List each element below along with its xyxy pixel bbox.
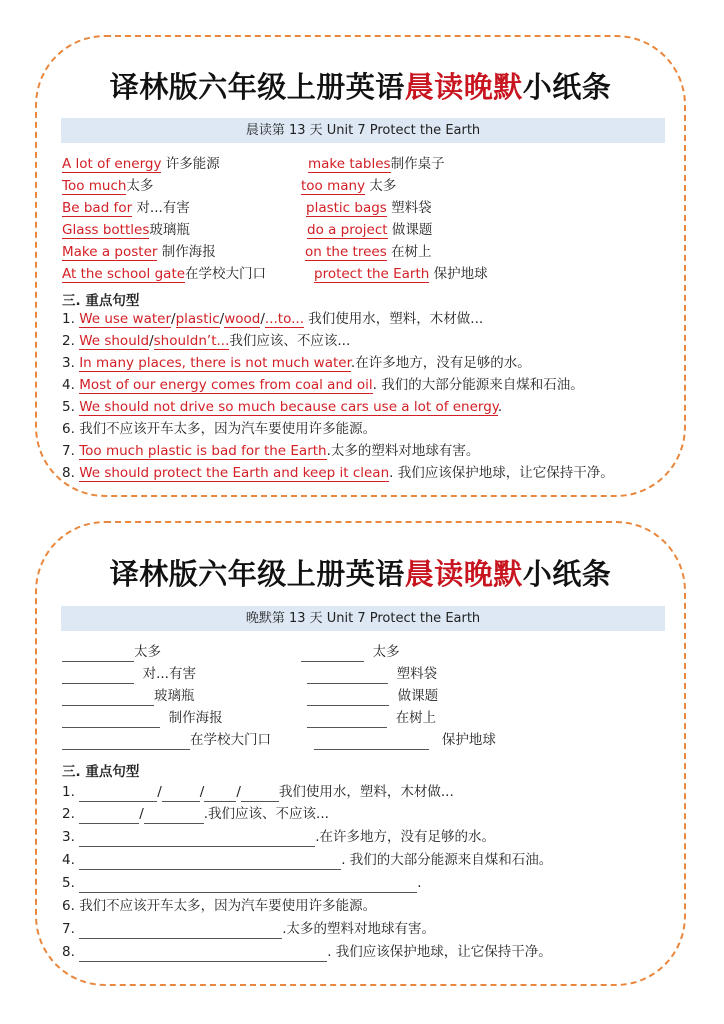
- vocab-cn: 太多: [369, 178, 397, 194]
- answer-blank[interactable]: [62, 690, 154, 706]
- vocab-cn: 太多: [126, 178, 154, 194]
- sentence-3: 3. In many places, there is not much water.在许多地方，没有足够的水。: [62, 355, 531, 371]
- sentence-4: 4. . 我们的大部分能源来自煤和石油。: [62, 852, 553, 868]
- answer-blank[interactable]: [79, 877, 417, 893]
- vocab-en: Be bad for: [62, 200, 133, 216]
- answer-blank[interactable]: [62, 668, 134, 684]
- vocab-item: [314, 264, 488, 286]
- vocab-en: Too much: [62, 178, 127, 194]
- vocab-cn: 对...有害: [136, 200, 190, 216]
- vocab-en: on the trees: [305, 244, 387, 260]
- vocab-item: [301, 176, 396, 198]
- vocab-blank-item: 玻璃瓶: [62, 686, 195, 708]
- answer-blank[interactable]: [62, 734, 190, 750]
- title-highlight: 晨读晚默: [404, 70, 523, 104]
- sentence-5: 5. .: [62, 875, 422, 891]
- vocab-cn: 保护地球: [433, 266, 488, 282]
- answer-blank[interactable]: [162, 786, 200, 802]
- vocab-cn: 制作桌子: [390, 156, 445, 172]
- vocab-blank-item: 在树上: [307, 708, 436, 730]
- answer-blank[interactable]: [307, 690, 389, 706]
- answer-blank[interactable]: [301, 646, 364, 662]
- vocab-item: [308, 154, 445, 176]
- vocab-blank-item: 对...有害: [62, 664, 196, 686]
- sentence-7: 7. Too much plastic is bad for the Earth.太多的塑料对地球有害。: [62, 443, 480, 459]
- sentence-1: 1. / / / 我们使用水，塑料，木材做...: [62, 784, 454, 800]
- section-title: 三. 重点句型: [62, 293, 140, 309]
- vocab-item: [62, 264, 266, 286]
- sentence-8: 8. . 我们应该保护地球，让它保持干净。: [62, 944, 552, 960]
- vocab-en: At the school gate: [62, 266, 186, 282]
- answer-blank[interactable]: [241, 786, 279, 802]
- answer-blank[interactable]: [79, 923, 282, 939]
- vocab-cn: 做课题: [391, 222, 433, 238]
- vocab-item: [62, 154, 220, 176]
- title-prefix: 译林版六年级上册英语: [109, 557, 405, 591]
- vocab-item: [306, 198, 432, 220]
- page-title: [37, 552, 684, 593]
- sentence-5: 5. We should not drive so much because cars use a lot of energy.: [62, 399, 503, 415]
- vocab-item: [307, 220, 432, 242]
- sentence-2: 2. / .我们应该、不应该...: [62, 806, 329, 822]
- answer-blank[interactable]: [79, 854, 341, 870]
- vocab-cn: 在学校大门口: [185, 266, 267, 282]
- sentence-7: 7. .太多的塑料对地球有害。: [62, 921, 435, 937]
- vocab-blank-item: 在学校大门口: [62, 730, 271, 752]
- vocab-en: protect the Earth: [314, 266, 430, 282]
- sentence-3: 3. .在许多地方，没有足够的水。: [62, 829, 495, 845]
- vocab-cn: 在树上: [391, 244, 432, 260]
- sentence-6: 6. 我们不应该开车太多，因为汽车要使用许多能源。: [62, 898, 377, 914]
- vocab-blank-item: 制作海报: [62, 708, 223, 730]
- vocab-cn: 玻璃瓶: [149, 222, 190, 238]
- title-suffix: 小纸条: [522, 557, 612, 591]
- vocab-item: [62, 242, 216, 264]
- vocab-en: Make a poster: [62, 244, 158, 260]
- vocab-item: [62, 176, 153, 198]
- sentence-2: 2. We should/shouldn’t...我们应该、不应该...: [62, 333, 351, 349]
- page-title: [37, 65, 684, 106]
- evening-dictation-card: [35, 521, 686, 986]
- answer-blank[interactable]: [204, 786, 236, 802]
- answer-blank[interactable]: [144, 808, 204, 824]
- vocab-blank-item: 太多: [62, 642, 161, 664]
- answer-blank[interactable]: [79, 946, 327, 962]
- vocab-blank-item: 太多: [301, 642, 400, 664]
- vocab-en: Glass bottles: [62, 222, 150, 238]
- sentence-4: 4. Most of our energy comes from coal and oil. 我们的大部分能源来自煤和石油。: [62, 377, 584, 393]
- title-prefix: 译林版六年级上册英语: [109, 70, 405, 104]
- answer-blank[interactable]: [62, 646, 134, 662]
- morning-reading-card: [35, 35, 686, 497]
- vocab-item: [62, 198, 190, 220]
- answer-blank[interactable]: [79, 786, 157, 802]
- vocab-en: A lot of energy: [62, 156, 162, 172]
- vocab-en: plastic bags: [306, 200, 387, 216]
- vocab-en: make tables: [308, 156, 391, 172]
- vocab-blank-item: 做课题: [307, 686, 438, 708]
- answer-blank[interactable]: [79, 831, 315, 847]
- unit-header-band: 晚默第 13 天 Unit 7 Protect the Earth: [61, 606, 665, 631]
- vocab-cn: 制作海报: [161, 244, 216, 260]
- title-highlight: 晨读晚默: [404, 557, 523, 591]
- answer-blank[interactable]: [307, 712, 387, 728]
- unit-header-band: 晨读第 13 天 Unit 7 Protect the Earth: [61, 118, 665, 143]
- answer-blank[interactable]: [79, 808, 139, 824]
- vocab-cn: 塑料袋: [391, 200, 432, 216]
- answer-blank[interactable]: [62, 712, 160, 728]
- vocab-cn: 许多能源: [165, 156, 220, 172]
- title-suffix: 小纸条: [522, 70, 612, 104]
- vocab-en: too many: [301, 178, 366, 194]
- vocab-item: [305, 242, 432, 264]
- sentence-6: 6. 我们不应该开车太多，因为汽车要使用许多能源。: [62, 421, 377, 437]
- vocab-en: do a project: [307, 222, 388, 238]
- answer-blank[interactable]: [307, 668, 388, 684]
- answer-blank[interactable]: [314, 734, 429, 750]
- vocab-item: [62, 220, 190, 242]
- sentence-8: 8. We should protect the Earth and keep it clean. 我们应该保护地球，让它保持干净。: [62, 465, 614, 481]
- vocab-blank-item: 塑料袋: [307, 664, 437, 686]
- section-title: 三. 重点句型: [62, 764, 140, 780]
- vocab-blank-item: 保护地球: [314, 730, 496, 752]
- sentence-1: 1. We use water/plastic/wood/...to... 我们使用水，塑料，木材做...: [62, 311, 484, 327]
